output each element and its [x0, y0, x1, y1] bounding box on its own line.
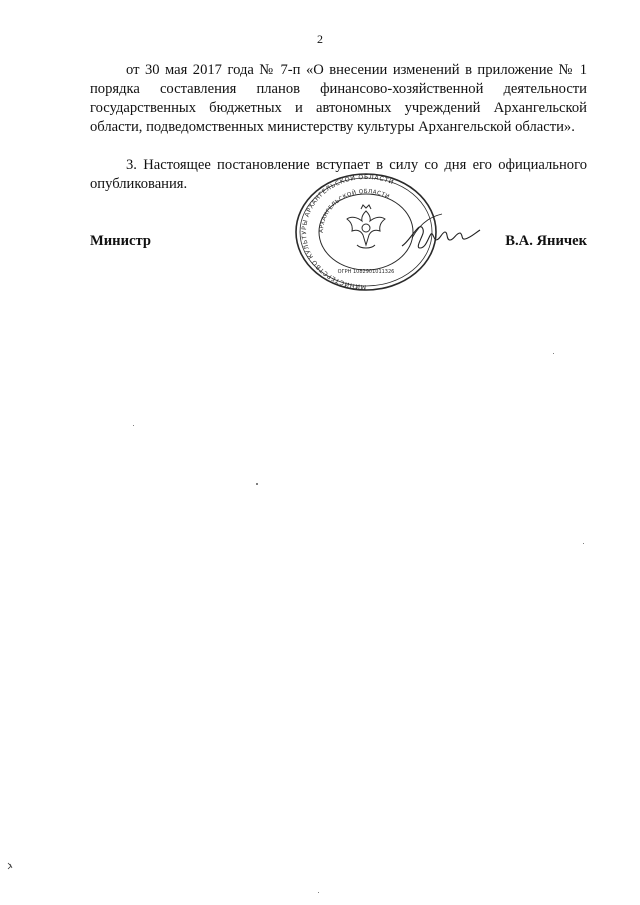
signatory-role: Министр	[90, 233, 151, 249]
signatory-name: В.А. Яничек	[505, 233, 587, 249]
paragraph-effective-date: 3. Настоящее постановление вступает в силу со дня его официального опубликования.	[90, 157, 587, 192]
page-number: 2	[317, 32, 323, 46]
seal-outer-text: МИНИСТЕРСТВО КУЛЬТУРЫ АРХАНГЕЛЬСКОЙ ОБЛАСТИ	[301, 173, 395, 291]
seal-emblem-eagle-icon	[347, 205, 385, 248]
scan-speck	[133, 425, 134, 426]
scan-speck	[318, 892, 319, 893]
scan-speck	[256, 483, 258, 485]
seal-number-text: ОГРН 1082901011326	[337, 269, 395, 275]
paragraph-continuation: от 30 мая 2017 года № 7-п «О внесении изменений в приложение № 1 порядка составления планов финансово-хозяйственной деятельности государственных бюджетных и автономных учреждений Архангельской области, подведомственных министерству культуры Архангельской области».	[90, 62, 587, 135]
scan-speck	[553, 353, 554, 354]
seal-inner-text: АРХАНГЕЛЬСКОЙ ОБЛАСТИ	[318, 189, 391, 234]
scan-speck	[583, 543, 584, 544]
handwritten-signature	[398, 208, 483, 258]
scan-edge-mark	[6, 862, 14, 870]
